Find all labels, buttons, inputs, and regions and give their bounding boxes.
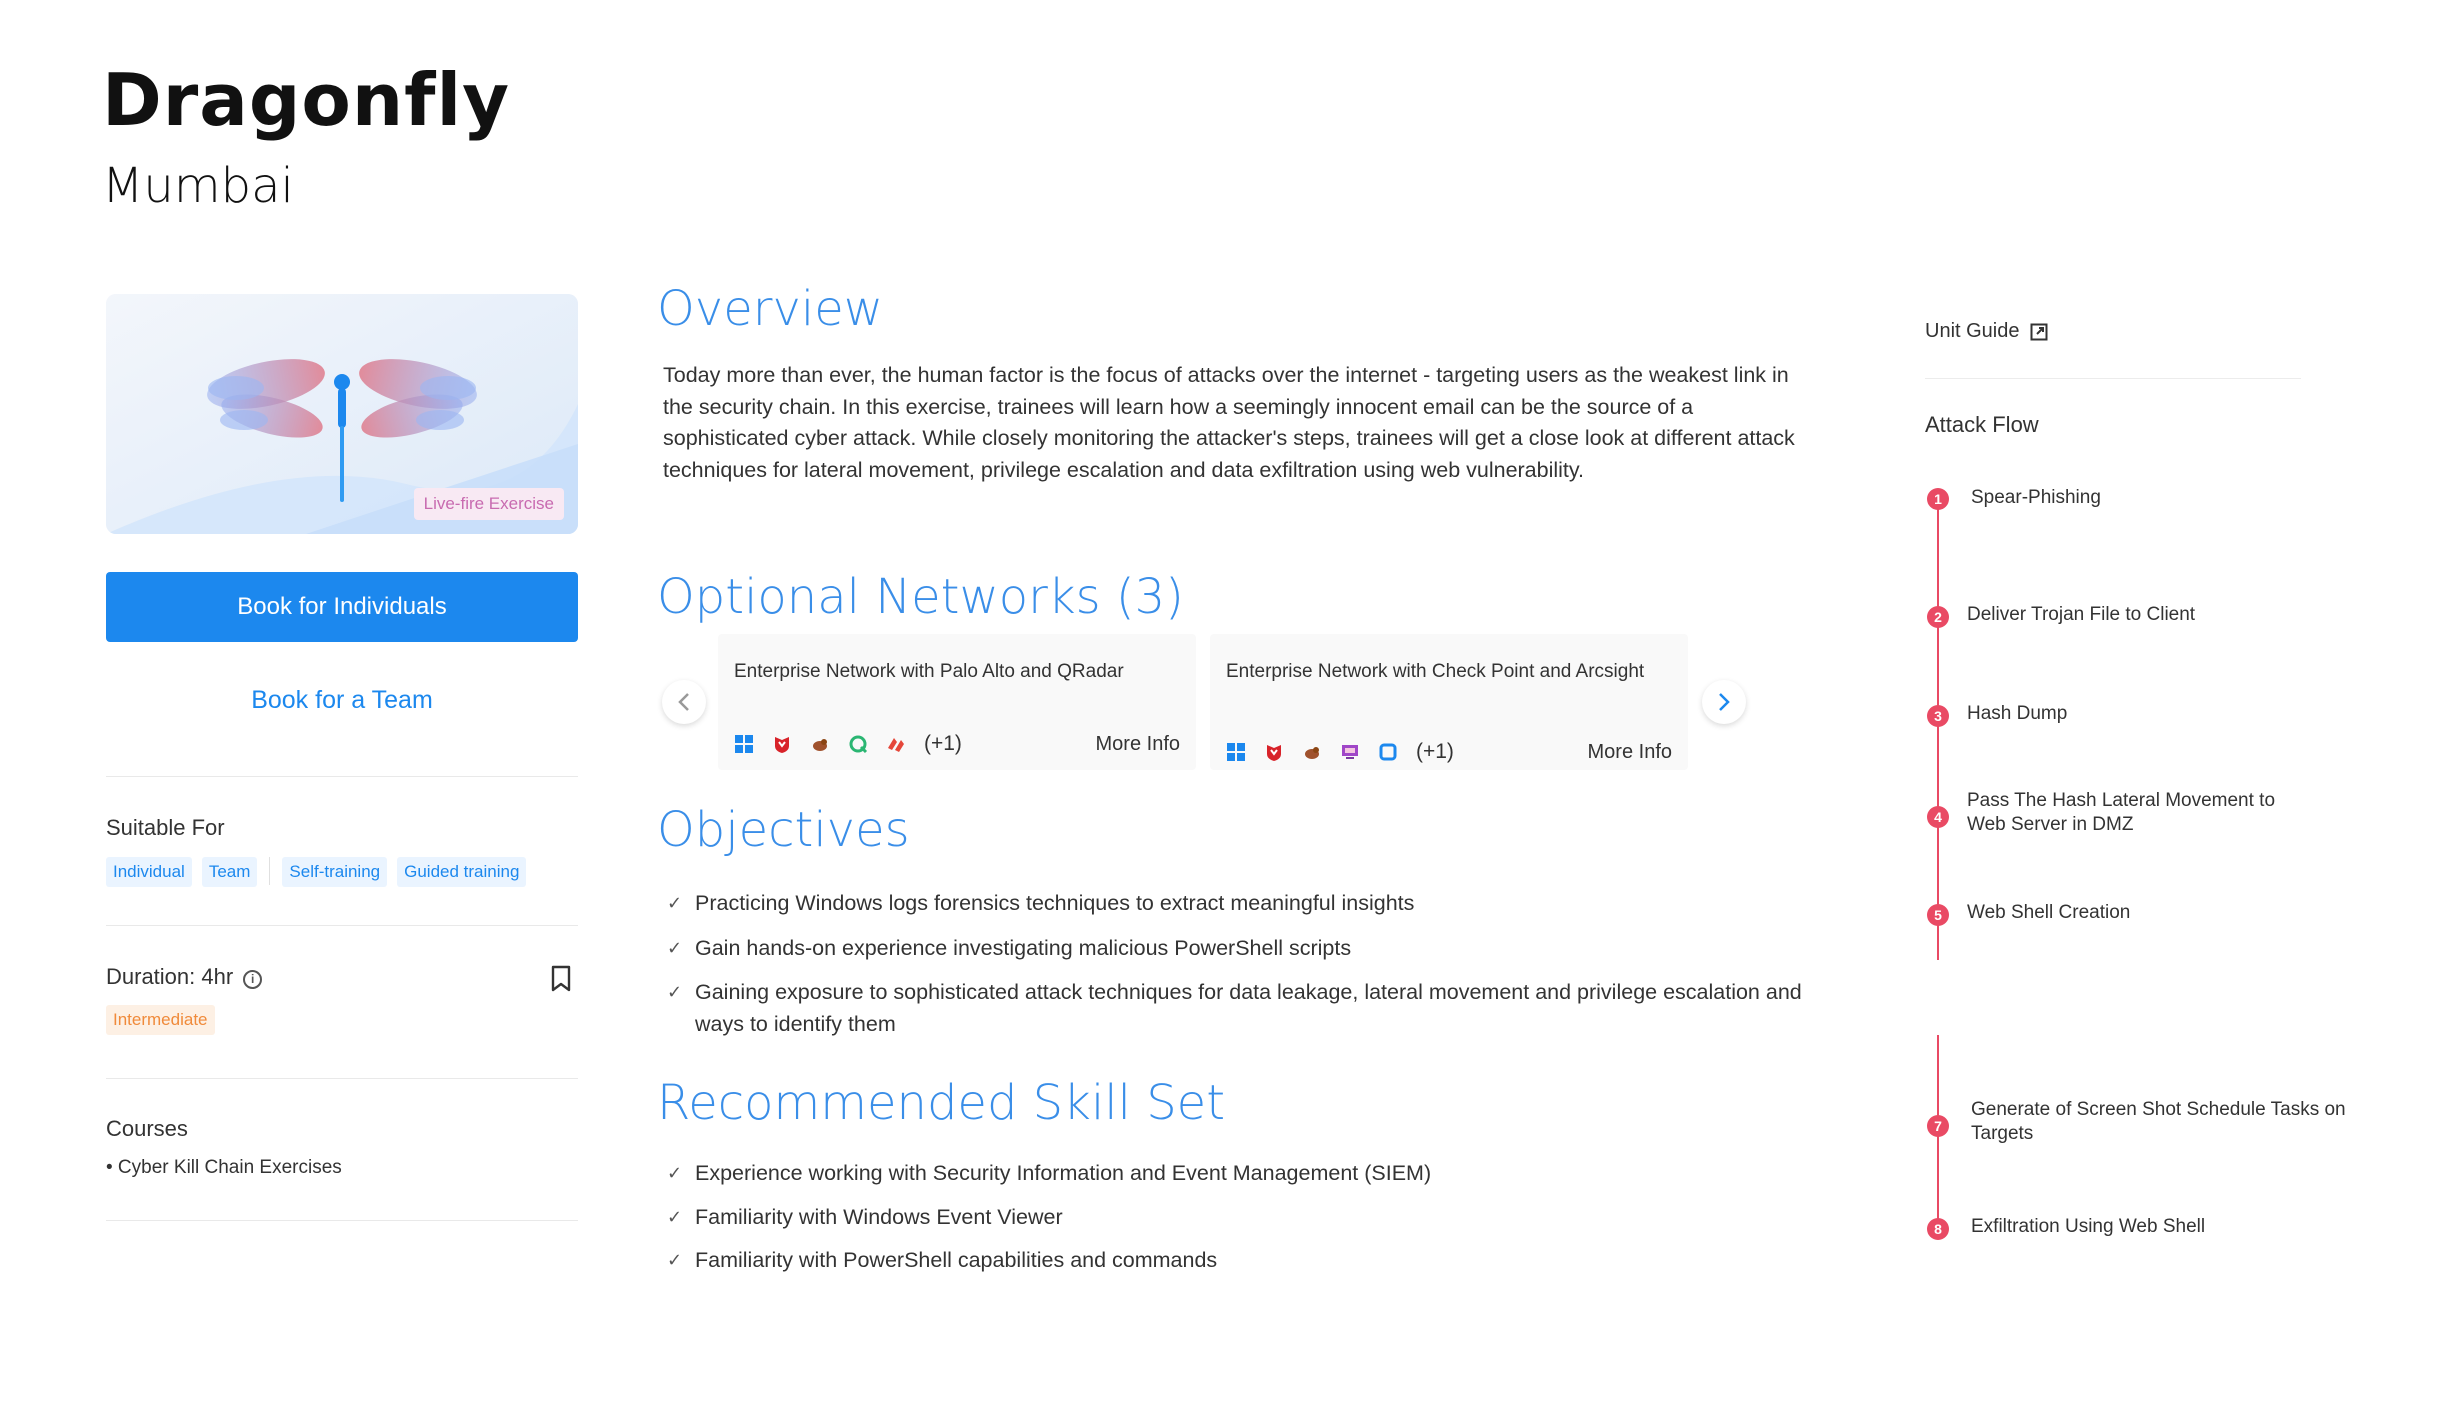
step-number: 5: [1927, 904, 1949, 926]
step-number: 7: [1927, 1115, 1949, 1137]
live-fire-badge: Live-fire Exercise: [414, 488, 564, 520]
unit-guide-label: Unit Guide: [1925, 320, 2020, 342]
check-icon: ✓: [667, 982, 683, 1002]
step-label: Pass The Hash Lateral Movement to Web Server in DMZ: [1967, 790, 2276, 835]
more-count: (+1): [924, 732, 962, 755]
check-icon: ✓: [667, 937, 683, 958]
overview-text: Today more than ever, the human factor is the focus of attacks over the internet - targeting users as the weakest link in the security chain. In this exercise, trainees will learn how a seemingly innocent email can be the source of a sophisticated cyber attack. While closely monitoring the attacker's steps, trainees will get a close look at different attack techniques for lateral movement, privilege escalation and data exfiltration using web vulnerability.: [663, 363, 1795, 482]
page-title: Dragonfly: [102, 58, 511, 142]
more-count: (+1): [1416, 740, 1454, 763]
step-label: Hash Dump: [1967, 703, 2068, 724]
book-team-button[interactable]: Book for a Team: [106, 680, 578, 720]
page-subtitle: Mumbai: [102, 158, 294, 214]
network-card-footer: [1226, 740, 1672, 764]
network-card[interactable]: [1210, 634, 1688, 770]
objectives-list: [663, 888, 1813, 1040]
mcafee-shield-icon: [1264, 742, 1284, 762]
divider: [106, 1078, 578, 1079]
network-card-footer: [734, 732, 1180, 756]
step-label: Generate of Screen Shot Schedule Tasks on Targets: [1971, 1099, 2346, 1144]
skill-text: Familiarity with Windows Event Viewer: [695, 1204, 1063, 1229]
more-info-link[interactable]: More Info: [1095, 732, 1180, 755]
suitable-for-label: Suitable For: [106, 815, 225, 840]
objective-text: Practicing Windows logs forensics techniques to extract meaningful insights: [695, 891, 1415, 915]
objective-text: Gain hands-on experience investigating malicious PowerShell scripts: [695, 935, 1352, 960]
divider: [106, 776, 578, 777]
check-point-icon: [1378, 742, 1398, 762]
networks-title: Optional Networks (3): [657, 569, 1184, 625]
external-link-icon: [2030, 323, 2048, 341]
step-label: Web Shell Creation: [1967, 902, 2131, 923]
objectives-title: Objectives: [657, 802, 910, 858]
chevron-right-icon: [1716, 691, 1732, 713]
step-label: Spear-Phishing: [1971, 487, 2101, 508]
bird-icon: [810, 734, 830, 754]
list-item: [663, 933, 1813, 965]
list-item: [663, 1202, 1813, 1234]
objective-text: Gaining exposure to sophisticated attack techniques for data leakage, lateral movement and privilege escalation and ways to identify them: [695, 980, 1802, 1036]
suitable-for-tags: [106, 857, 526, 887]
skills-title: Recommended Skill Set: [657, 1075, 1226, 1131]
step-number: 4: [1927, 806, 1949, 828]
check-icon: ✓: [667, 1163, 683, 1183]
book-individuals-button[interactable]: Book for Individuals: [106, 572, 578, 642]
more-info-link[interactable]: More Info: [1587, 740, 1672, 763]
chevron-left-icon: [676, 691, 692, 713]
skill-text: Familiarity with PowerShell capabilities and commands: [695, 1248, 1218, 1272]
tag-self-training: Self-training: [282, 857, 387, 887]
divider: [1925, 378, 2301, 379]
windows-icon: [734, 734, 754, 754]
network-name: Enterprise Network with Palo Alto and QRadar: [734, 661, 1124, 682]
list-item: [663, 888, 1813, 920]
skills-list: [663, 1158, 1813, 1277]
tag-separator: [269, 857, 270, 885]
step-number: 8: [1927, 1218, 1949, 1240]
attack-flow-title: Attack Flow: [1925, 412, 2039, 437]
duration-text: Duration: 4hr: [106, 964, 234, 989]
courses-label: Courses: [106, 1116, 188, 1141]
level-badge: Intermediate: [106, 1005, 215, 1035]
tag-team: Team: [202, 857, 258, 887]
mcafee-shield-icon: [772, 734, 792, 754]
unit-guide-link[interactable]: [1925, 320, 2048, 343]
tag-guided-training: Guided training: [397, 857, 526, 887]
step-label: Deliver Trojan File to Client: [1967, 604, 2196, 625]
network-name: Enterprise Network with Check Point and Arcsight: [1226, 661, 1645, 682]
step-number: 3: [1927, 705, 1949, 727]
network-card[interactable]: [718, 634, 1196, 770]
check-icon: ✓: [667, 893, 683, 913]
step-number: 1: [1927, 488, 1949, 510]
carousel-prev-button[interactable]: [662, 680, 706, 724]
bird-icon: [1302, 742, 1322, 762]
carousel-next-button[interactable]: [1702, 680, 1746, 724]
overview-title: Overview: [657, 281, 883, 337]
attack-flow-line: [1937, 498, 1939, 960]
list-item: [663, 977, 1813, 1040]
divider: [106, 925, 578, 926]
duration-label: [106, 964, 262, 990]
palo-alto-icon: [886, 734, 906, 754]
tag-individual: Individual: [106, 857, 192, 887]
windows-icon: [1226, 742, 1246, 762]
qradar-icon: [848, 734, 868, 754]
monitor-icon: [1340, 742, 1360, 762]
step-label: Exfiltration Using Web Shell: [1971, 1216, 2206, 1237]
course-item[interactable]: • Cyber Kill Chain Exercises: [106, 1157, 342, 1178]
bookmark-icon[interactable]: [550, 965, 572, 993]
check-icon: ✓: [667, 1206, 683, 1227]
divider: [106, 1220, 578, 1221]
exercise-hero-image: [106, 294, 578, 534]
step-number: 2: [1927, 606, 1949, 628]
list-item: [663, 1245, 1813, 1277]
check-icon: ✓: [667, 1250, 683, 1270]
info-icon[interactable]: i: [243, 970, 262, 989]
list-item: [663, 1158, 1813, 1190]
skill-text: Experience working with Security Information and Event Management (SIEM): [695, 1161, 1432, 1185]
